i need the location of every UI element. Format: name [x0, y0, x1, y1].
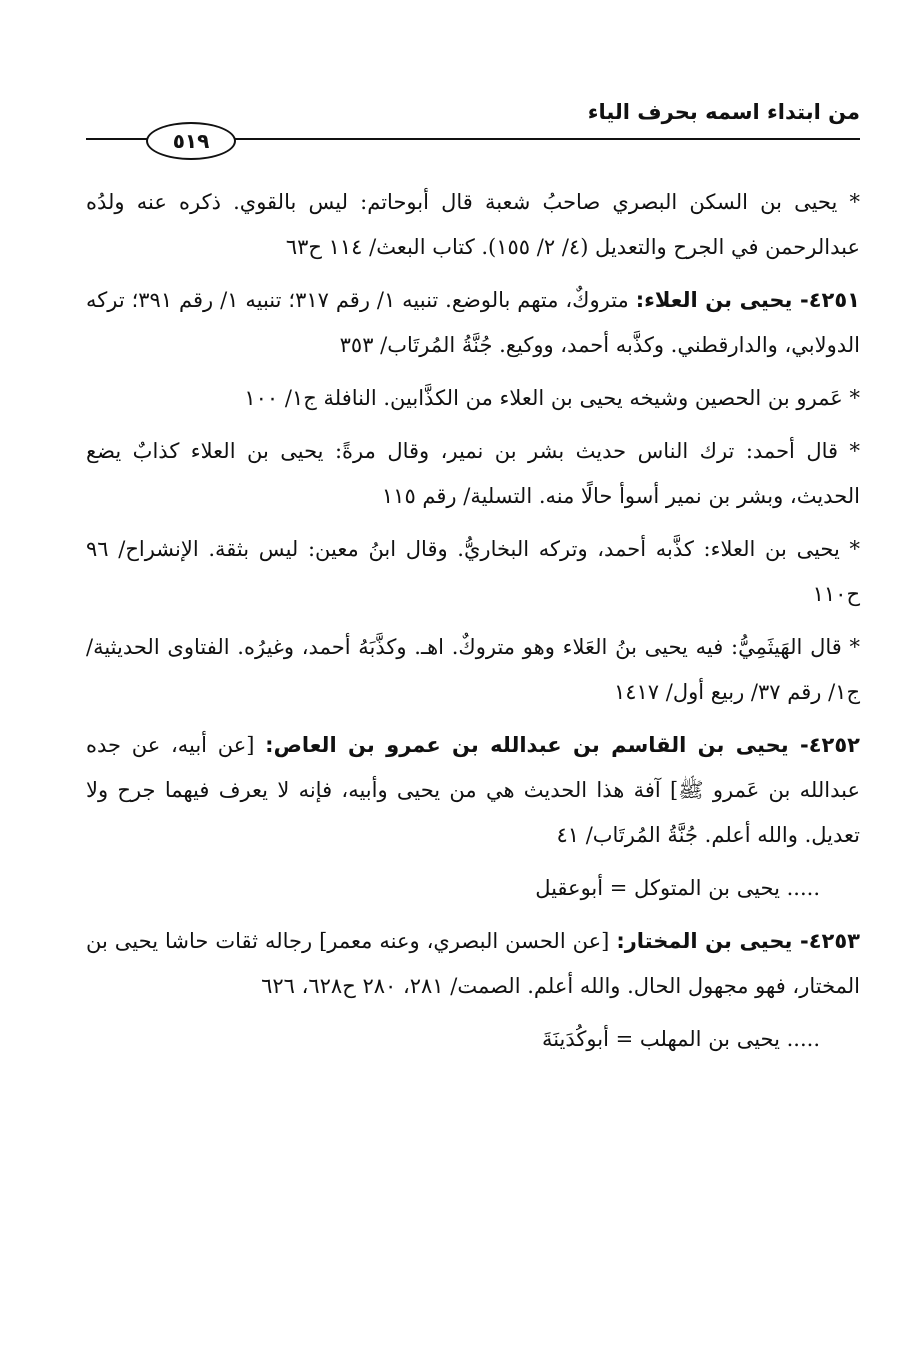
entry-paragraph — [86, 376, 860, 421]
running-header — [86, 100, 860, 160]
entry-text: * عَمرو بن الحصين وشيخه يحيى بن العلاء من الكذَّابين. النافلة ج١/ ١٠٠ — [244, 386, 860, 410]
entry-text: ..... يحيى بن المتوكل = أبوعقيل — [535, 876, 820, 900]
entry-text: * قال الهَيثَمِيُّ: فيه يحيى بنُ العَلاء وهو متروكٌ. اهـ. وكذَّبَهُ أحمد، وغيرُه. الفتاوى الحديثية/ ج١/ رقم ٣٧/ ربيع أول/ ١٤١٧ — [86, 635, 860, 704]
cross-reference — [86, 1017, 860, 1062]
cross-reference — [86, 866, 860, 911]
entry-text: * قال أحمد: ترك الناس حديث بشر بن نمير، وقال مرةً: يحيى بن العلاء كذابٌ يضع الحديث، وبشر بن نمير أسوأ حالًا منه. التسلية/ رقم ١١٥ — [86, 439, 860, 508]
page-number: ٥١٩ — [146, 122, 236, 160]
entry-text: ..... يحيى بن المهلب = أبوكُدَينَةَ — [541, 1027, 820, 1051]
entry-paragraph — [86, 180, 860, 270]
entry-paragraph — [86, 278, 860, 368]
entry-paragraph — [86, 919, 860, 1009]
entry-text: [عن الحسن البصري، وعنه معمر] رجاله ثقات حاشا يحيى بن المختار، فهو مجهول الحال. والله أعلم. الصمت/ ٢٨١، ٢٨٠ ح٦٢٨، ٦٢٦ — [86, 929, 860, 998]
entry-paragraph — [86, 723, 860, 858]
entry-paragraph — [86, 429, 860, 519]
entry-paragraph — [86, 625, 860, 715]
entry-heading: ٤٢٥٣- يحيى بن المختار: — [616, 929, 860, 953]
header-title: من ابتداء اسمه بحرف الياء — [587, 100, 860, 124]
entry-paragraph — [86, 527, 860, 617]
entry-text: متروكٌ، متهم بالوضع. تنبيه ١/ رقم ٣١٧؛ تنبيه ١/ رقم ٣٩١؛ تركه الدولابي، والدارقطني. وكذَّبه أحمد، ووكيع. جُنَّةُ المُرتَاب/ ٣٥٣ — [86, 288, 860, 357]
entry-heading: ٤٢٥١- يحيى بن العلاء: — [635, 288, 860, 312]
entry-text: [عن أبيه، عن جده عبدالله بن عَمرو ﷺ] آفة هذا الحديث هي من يحيى وأبيه، فإنه لا يعرف فيهما جرح ولا تعديل. والله أعلم. جُنَّةُ المُرتَاب/ ٤١ — [86, 733, 860, 847]
page-content — [86, 180, 860, 1070]
entry-text: * يحيى بن السكن البصري صاحبُ شعبة قال أبوحاتم: ليس بالقوي. ذكره عنه ولدُه عبدالرحمن في الجرح والتعديل (٤/ ٢/ ١٥٥). كتاب البعث/ ١١٤ ح٦٣ — [86, 190, 860, 259]
entry-heading: ٤٢٥٢- يحيى بن القاسم بن عبدالله بن عمرو بن العاص: — [265, 733, 860, 757]
entry-text: * يحيى بن العلاء: كذَّبه أحمد، وتركه البخاريُّ. وقال ابنُ معين: ليس بثقة. الإنشراح/ ٩٦ ح١١٠ — [86, 537, 860, 606]
